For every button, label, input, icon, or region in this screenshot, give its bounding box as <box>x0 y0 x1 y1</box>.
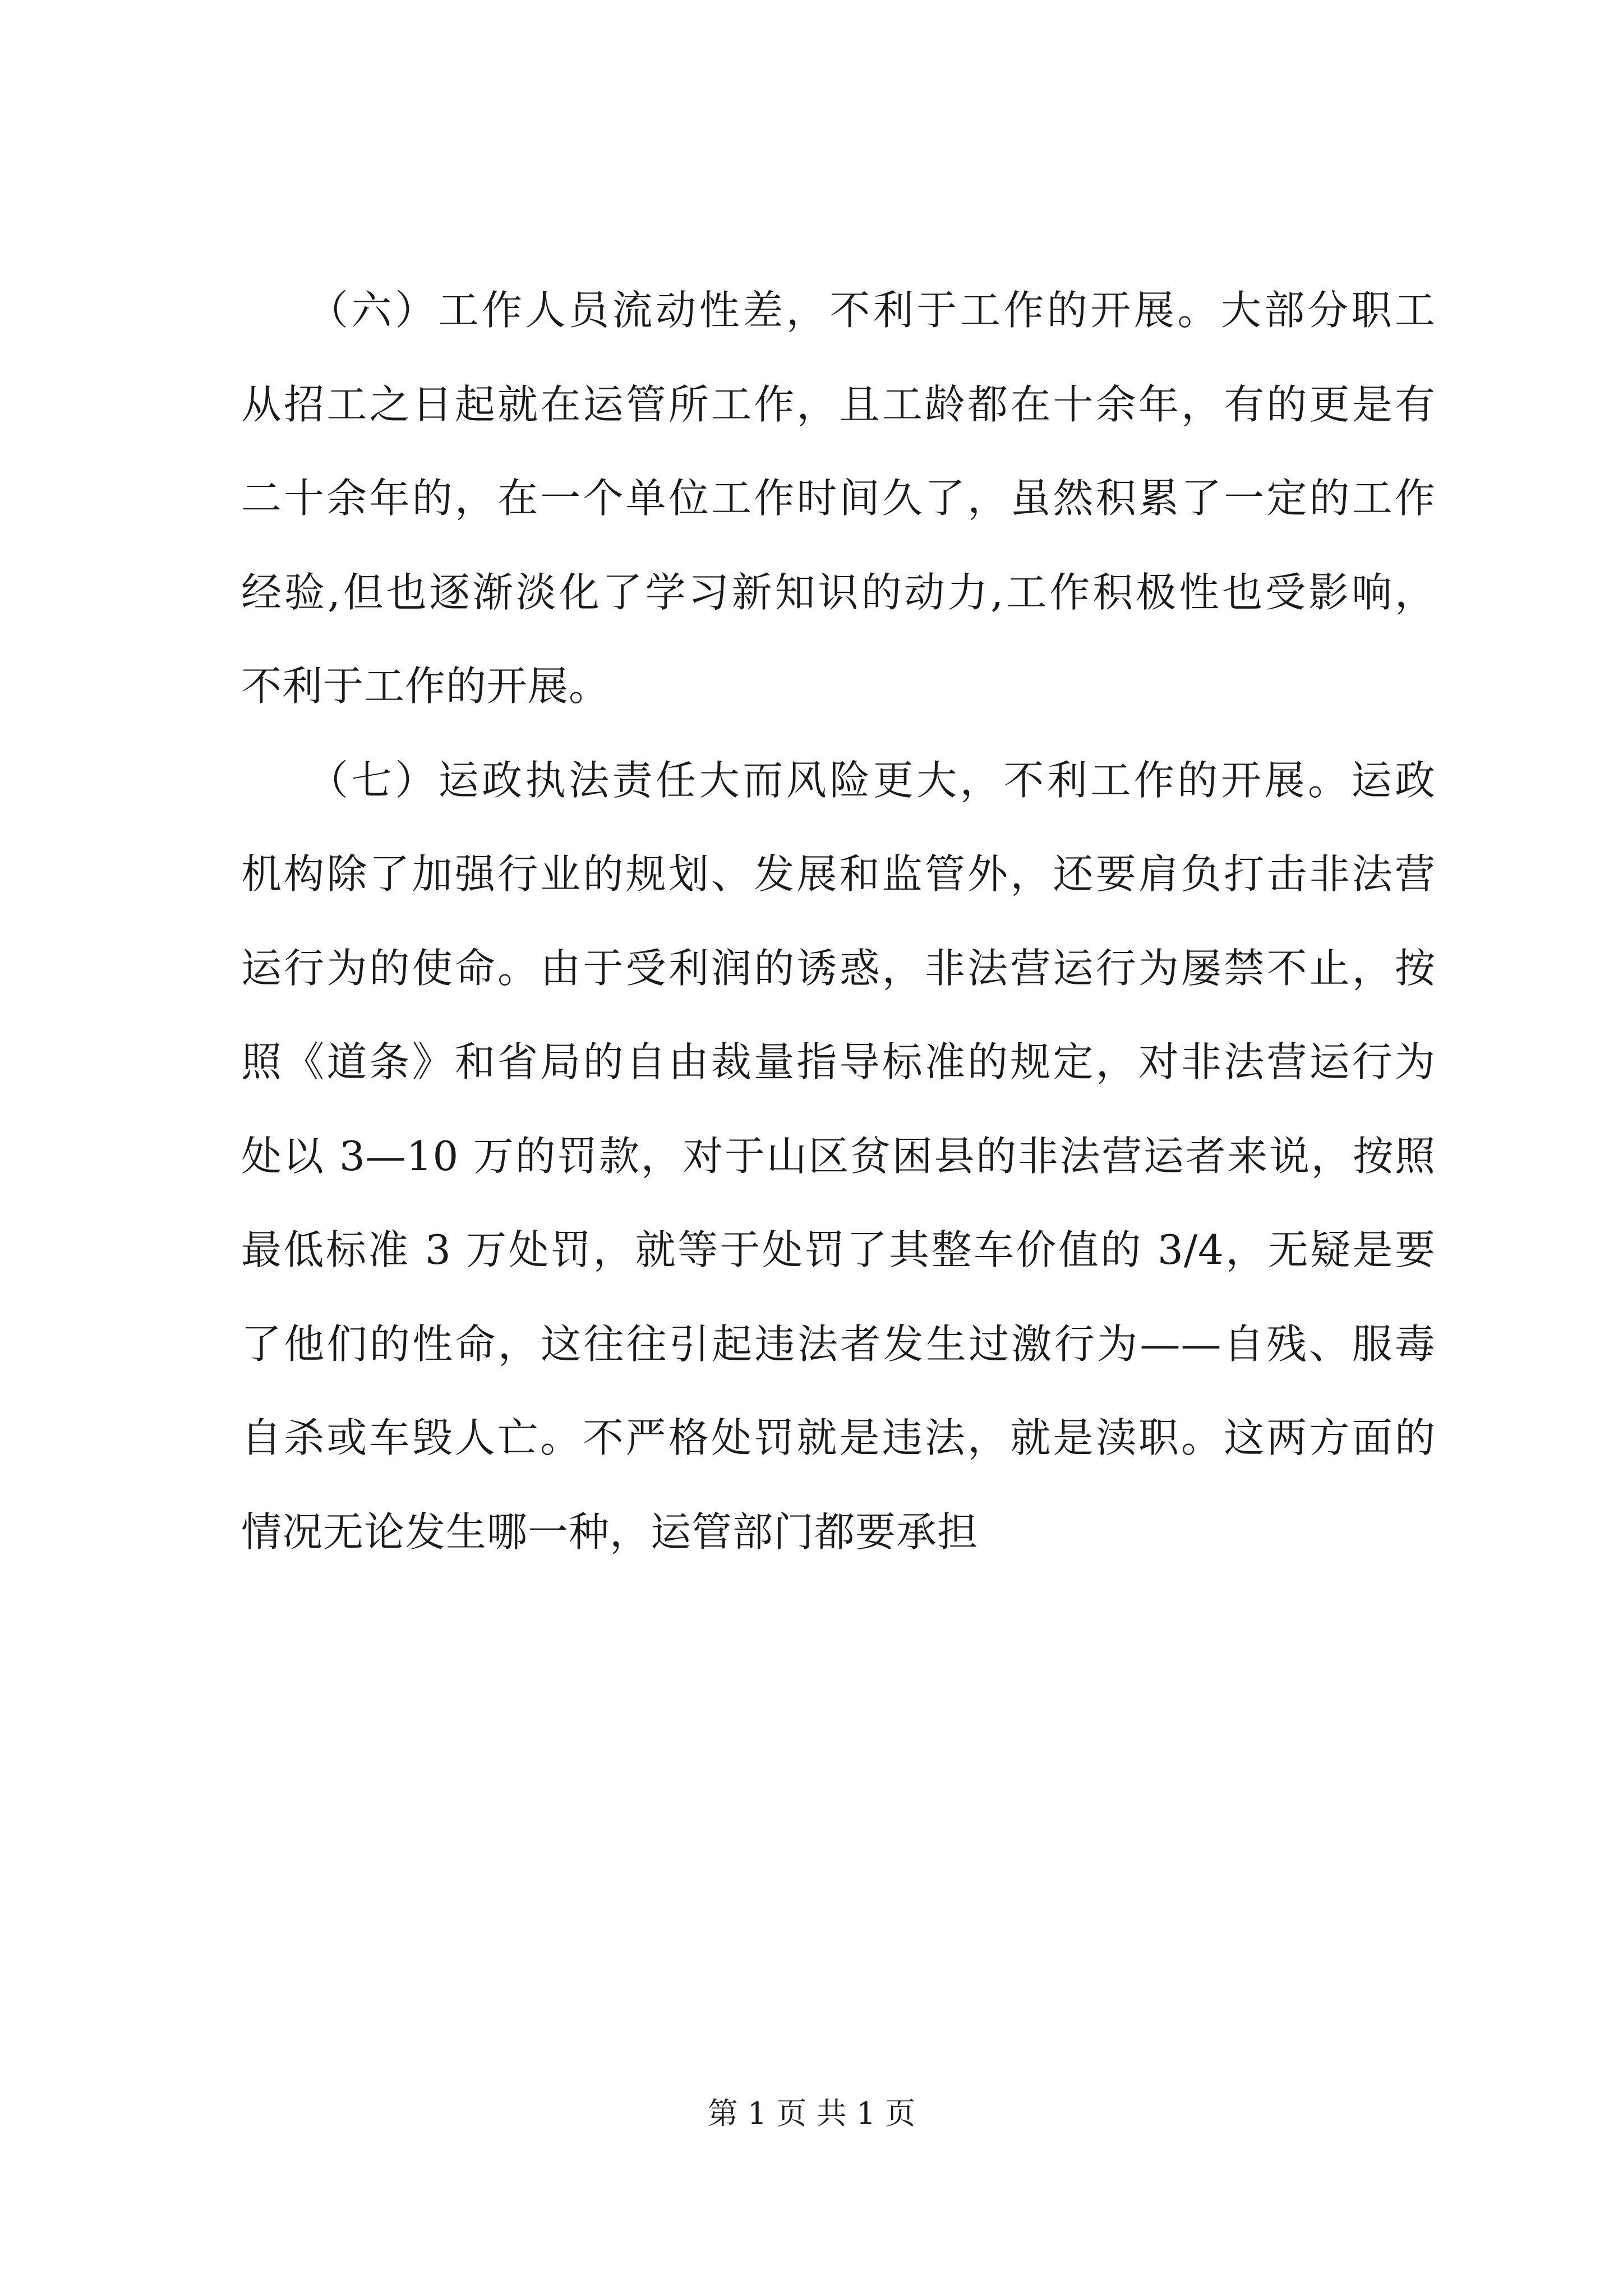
text-line: 机构除了加强行业的规划、发展和监管外，还要肩负打击非法营 <box>241 850 1436 898</box>
page-number-label: 第 1 页 共 1 页 <box>707 2096 916 2131</box>
text-line: （六）工作人员流动性差，不利于工作的开展。大部分职工 <box>241 287 1436 334</box>
text-line: 了他们的性命，这往往引起违法者发生过激行为——自残、服毒 <box>241 1320 1436 1368</box>
text-line: 经验,但也逐渐淡化了学习新知识的动力,工作积极性也受影响， <box>241 568 1436 616</box>
text-line: 处以 3—10 万的罚款，对于山区贫困县的非法营运者来说，按照 <box>241 1132 1436 1180</box>
text-line: 自杀或车毁人亡。不严格处罚就是违法，就是渎职。这两方面的 <box>241 1414 1436 1461</box>
document-body <box>241 264 1436 1579</box>
text-line: 从招工之日起就在运管所工作，且工龄都在十余年，有的更是有 <box>241 380 1436 428</box>
text-line: 情况无论发生哪一种，运管部门都要承担 <box>241 1508 979 1556</box>
text-line: 不利于工作的开展。 <box>241 662 610 710</box>
text-line: （七）运政执法责任大而风险更大，不利工作的开展。运政 <box>241 756 1436 804</box>
page-footer <box>0 2091 1623 2136</box>
text-line: 照《道条》和省局的自由裁量指导标准的规定，对非法营运行为 <box>241 1038 1436 1085</box>
text-line: 二十余年的，在一个单位工作时间久了，虽然积累了一定的工作 <box>241 475 1436 522</box>
text-line: 最低标准 3 万处罚，就等于处罚了其整车价值的 3/4，无疑是要 <box>241 1226 1436 1273</box>
text-line: 运行为的使命。由于受利润的诱惑，非法营运行为屡禁不止，按 <box>241 944 1436 992</box>
